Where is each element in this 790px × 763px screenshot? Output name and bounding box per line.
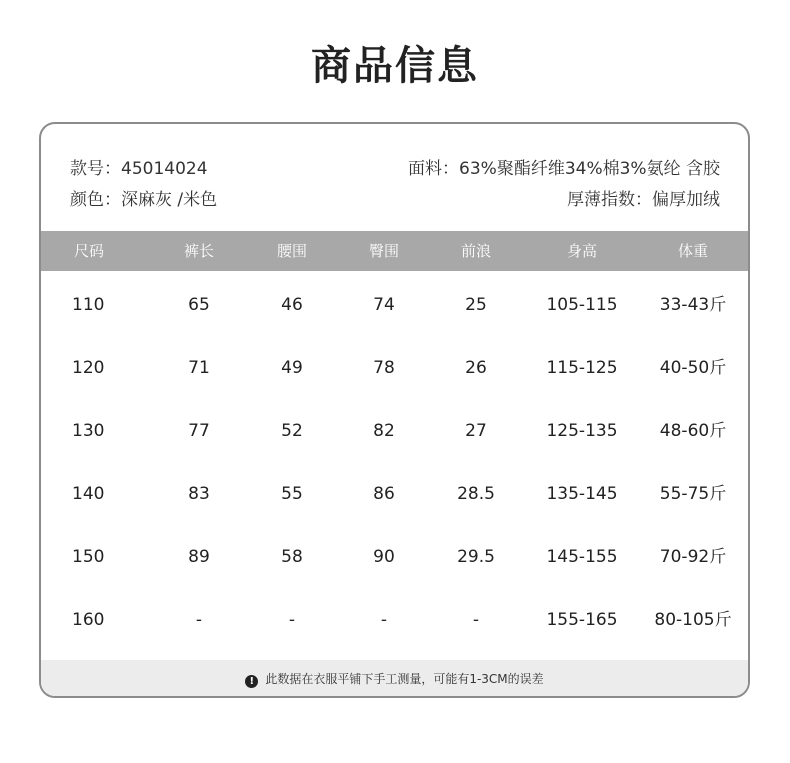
cell-size: 160: [72, 610, 105, 630]
page-title: 商品信息: [311, 43, 479, 89]
product-info-card: [39, 122, 750, 698]
cell-hip: 82: [373, 421, 395, 441]
cell-rise: 26: [465, 358, 487, 378]
cell-height: 125-135: [546, 421, 618, 441]
cell-weight: 55-75斤: [659, 484, 727, 504]
cell-height: 155-165: [546, 610, 618, 630]
cell-weight: 80-105斤: [654, 610, 732, 630]
cell-length: -: [195, 610, 203, 630]
header-height: 身高: [566, 242, 597, 260]
style-number: 款号：45014024: [70, 159, 208, 179]
size-table-header: [41, 231, 748, 271]
table-row: [41, 589, 748, 652]
cell-rise: 29.5: [457, 547, 495, 567]
cell-size: 140: [72, 484, 105, 504]
fabric-info: 面料：63%聚酯纤维34%棉3%氨纶 含胶: [408, 159, 720, 179]
cell-length: 77: [188, 421, 210, 441]
cell-weight: 40-50斤: [659, 358, 727, 378]
measurement-note: [41, 660, 748, 698]
header-rise: 前浪: [460, 242, 491, 260]
cell-rise: 28.5: [457, 484, 495, 504]
header-weight: 体重: [677, 242, 708, 260]
cell-length: 65: [188, 295, 210, 315]
cell-size: 110: [72, 295, 105, 315]
cell-size: 120: [72, 358, 105, 378]
cell-height: 135-145: [546, 484, 618, 504]
cell-hip: 90: [373, 547, 395, 567]
header-length: 裤长: [183, 242, 214, 260]
cell-length: 89: [188, 547, 210, 567]
cell-hip: 78: [373, 358, 395, 378]
cell-size: 150: [72, 547, 105, 567]
cell-waist: 46: [281, 295, 303, 315]
cell-rise: 25: [465, 295, 487, 315]
cell-size: 130: [72, 421, 105, 441]
header-waist: 腰围: [276, 242, 307, 260]
thickness-info: 厚薄指数：偏厚加绒: [567, 190, 720, 210]
table-row: [41, 337, 748, 400]
header-size: 尺码: [73, 242, 104, 260]
cell-weight: 33-43斤: [659, 295, 727, 315]
cell-rise: -: [472, 610, 480, 630]
color-info: 颜色：深麻灰 /米色: [70, 190, 218, 210]
cell-hip: 86: [373, 484, 395, 504]
cell-height: 115-125: [546, 358, 618, 378]
warning-icon: !: [245, 675, 258, 688]
cell-weight: 70-92斤: [659, 547, 727, 567]
cell-height: 145-155: [546, 547, 618, 567]
cell-length: 83: [188, 484, 210, 504]
cell-waist: 55: [281, 484, 303, 504]
table-row: [41, 274, 748, 337]
cell-length: 71: [188, 358, 210, 378]
cell-waist: 58: [281, 547, 303, 567]
measurement-note-text: 此数据在衣服平铺下手工测量，可能有1-3CM的误差: [265, 672, 544, 686]
table-row: [41, 526, 748, 589]
table-row: [41, 400, 748, 463]
cell-rise: 27: [465, 421, 487, 441]
header-hip: 臀围: [368, 242, 399, 260]
cell-hip: 74: [373, 295, 395, 315]
cell-waist: 52: [281, 421, 303, 441]
cell-height: 105-115: [546, 295, 618, 315]
cell-waist: -: [288, 610, 296, 630]
table-row: [41, 463, 748, 526]
cell-weight: 48-60斤: [659, 421, 727, 441]
cell-waist: 49: [281, 358, 303, 378]
cell-hip: -: [380, 610, 388, 630]
